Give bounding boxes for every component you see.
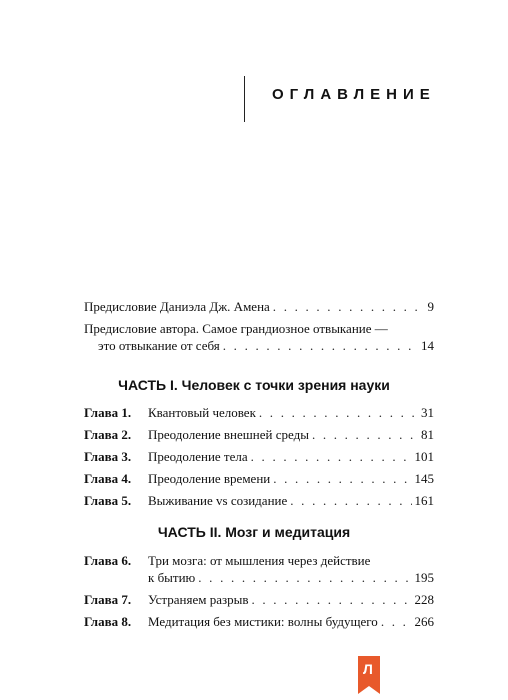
toc-entry-title-line2: это отвыкание от себя <box>98 338 220 353</box>
part-heading-1: ЧАСТЬ I. Человек с точки зрения науки <box>118 377 390 393</box>
toc-entry-page: 9 <box>427 299 434 314</box>
chapter-number: Глава 8. <box>84 614 132 629</box>
leader-dots <box>273 298 425 315</box>
chapter-number: Глава 7. <box>84 592 132 607</box>
toc-chapter-5[interactable] <box>84 492 434 509</box>
toc-chapter-3[interactable] <box>84 448 434 465</box>
leader-dots <box>251 448 412 465</box>
chapter-title: Преодоление внешней среды <box>148 427 309 442</box>
chapter-number: Глава 3. <box>84 449 132 464</box>
chapter-title: Выживание vs созидание <box>148 493 288 508</box>
toc-chapter-4[interactable] <box>84 470 434 487</box>
toc-entry-title-line1: Предисловие автора. Самое грандиозное отвыкание — <box>84 321 388 336</box>
chapter-title: Квантовый человек <box>148 405 256 420</box>
leader-dots <box>290 492 411 509</box>
chapter-title: Медитация без мистики: волны будущего <box>148 614 378 629</box>
chapter-number: Глава 6. <box>84 553 132 568</box>
leader-dots <box>259 404 418 421</box>
page-title: ОГЛАВЛЕНИЕ <box>272 86 436 103</box>
leader-dots <box>381 613 412 630</box>
chapter-number: Глава 4. <box>84 471 132 486</box>
chapter-title: Преодоление времени <box>148 471 271 486</box>
chapter-page: 195 <box>414 570 434 585</box>
chapter-page: 266 <box>414 614 434 629</box>
chapter-number: Глава 1. <box>84 405 132 420</box>
toc-chapter-6[interactable] <box>84 552 434 586</box>
header-divider <box>244 76 245 122</box>
chapter-title-line2: к бытию <box>148 570 196 585</box>
bookmark-badge-icon <box>358 656 380 686</box>
chapter-title-line1: Три мозга: от мышления через действие <box>148 553 371 568</box>
leader-dots <box>251 591 411 608</box>
leader-dots <box>312 426 418 443</box>
toc-chapter-7[interactable] <box>84 591 434 608</box>
chapter-title: Устраняем разрыв <box>148 592 249 607</box>
chapter-page: 161 <box>414 493 434 508</box>
toc-chapter-8[interactable] <box>84 613 434 630</box>
part-heading-2: ЧАСТЬ II. Мозг и медитация <box>157 524 351 540</box>
chapter-page: 101 <box>414 449 434 464</box>
toc-chapter-1[interactable] <box>84 404 434 421</box>
chapter-page: 228 <box>414 592 434 607</box>
leader-dots <box>198 569 411 586</box>
chapter-page: 81 <box>421 427 434 442</box>
chapter-page: 31 <box>421 405 434 420</box>
chapter-number: Глава 2. <box>84 427 132 442</box>
toc-entry-foreword-amen[interactable] <box>84 298 434 315</box>
leader-dots <box>223 337 418 354</box>
badge-letter: Л <box>363 661 373 677</box>
toc-entry-page: 14 <box>421 338 434 353</box>
chapter-number: Глава 5. <box>84 493 132 508</box>
toc-entry-author-foreword[interactable] <box>84 320 434 354</box>
toc-entry-title: Предисловие Даниэла Дж. Амена <box>84 299 270 314</box>
chapter-page: 145 <box>414 471 434 486</box>
leader-dots <box>273 470 411 487</box>
toc-chapter-2[interactable] <box>84 426 434 443</box>
chapter-title: Преодоление тела <box>148 449 248 464</box>
